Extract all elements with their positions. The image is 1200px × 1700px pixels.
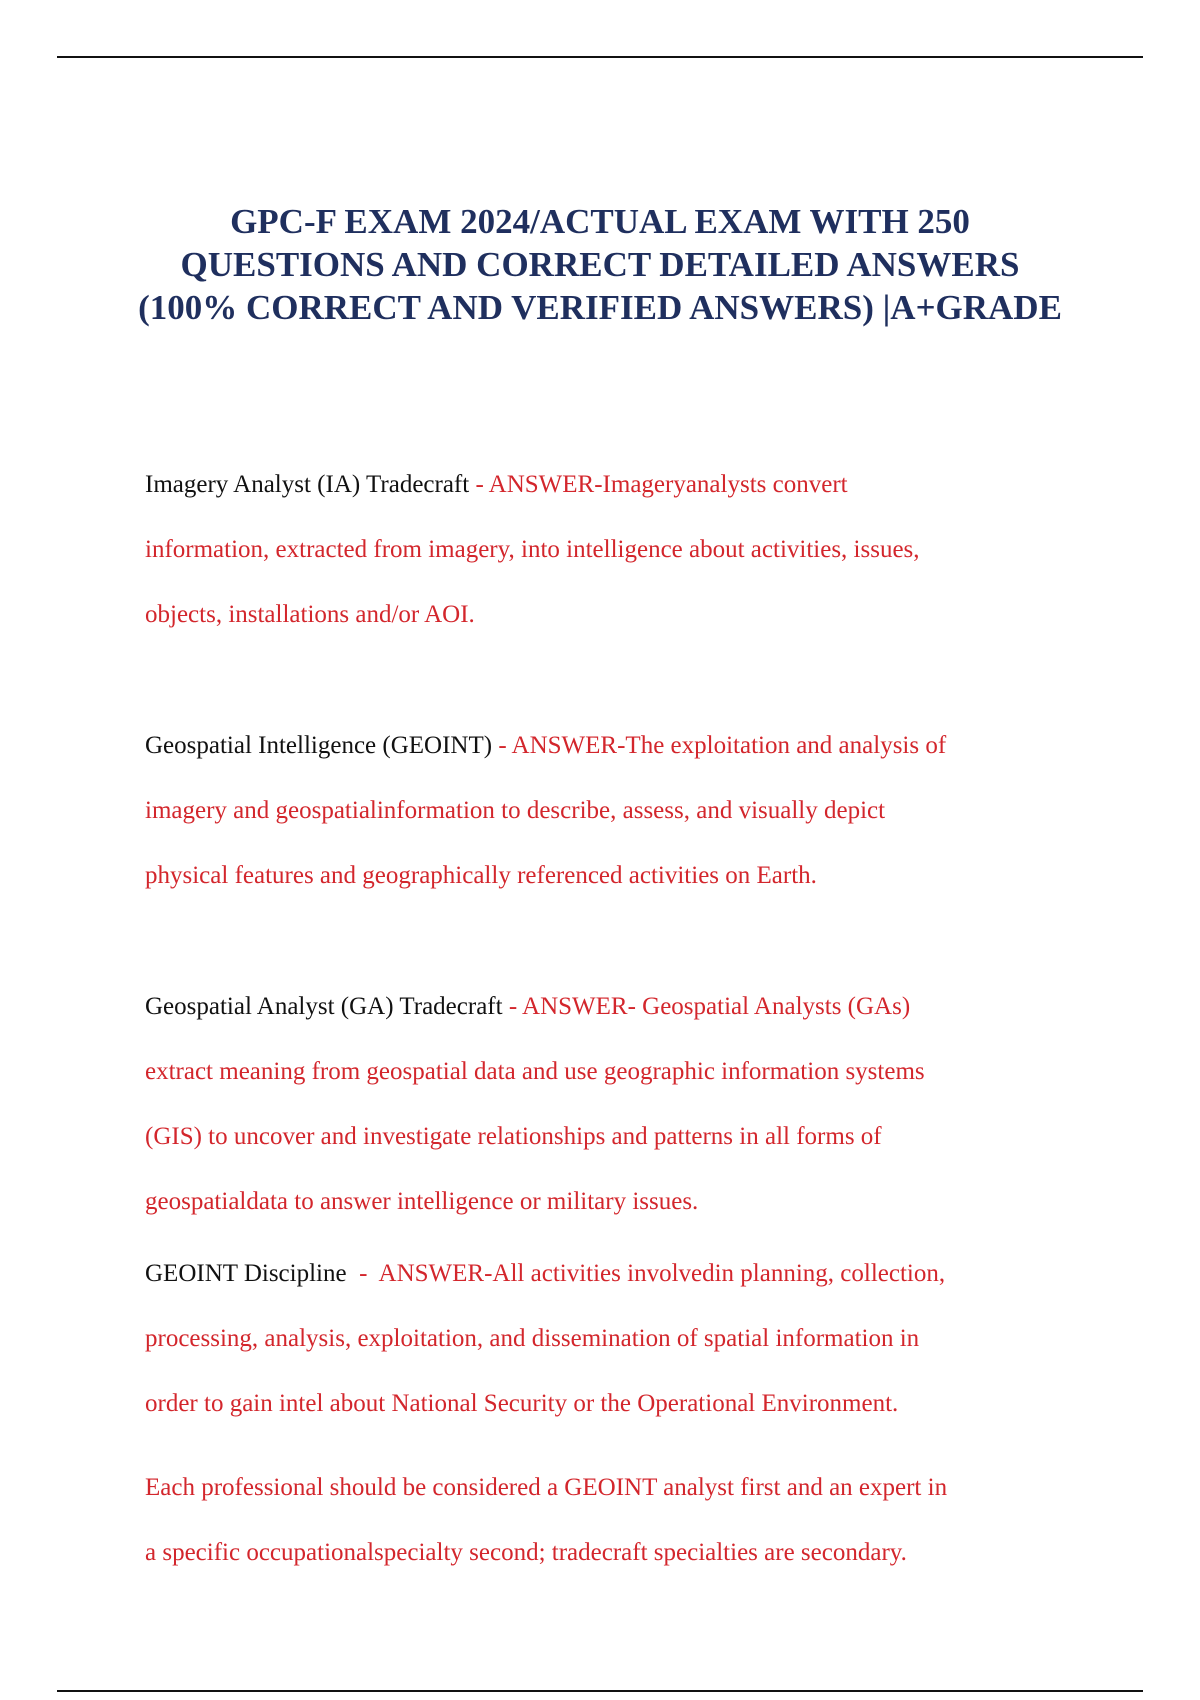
title-line-2: QUESTIONS AND CORRECT DETAILED ANSWERS [180, 245, 1020, 284]
qa-answer-line: ANSWER-All activities involvedin planning, collection, [378, 1260, 946, 1287]
qa-separator: - [469, 471, 489, 498]
qa-entry-geospatial-analyst [145, 974, 1085, 1234]
qa-answer-line: ANSWER-The exploitation and analysis of [511, 732, 947, 759]
note-line: a specific occupationalspecialty second; tradecraft specialties are secondary. [145, 1539, 907, 1566]
qa-answer-line: order to gain intel about National Security or the Operational Environment. [145, 1390, 899, 1417]
qa-answer-line: physical features and geographically referenced activities on Earth. [145, 862, 817, 889]
qa-answer-line: information, extracted from imagery, into intelligence about activities, issues, [145, 536, 920, 563]
qa-first-line [145, 713, 1085, 778]
qa-term: Geospatial Analyst (GA) Tradecraft [145, 993, 503, 1020]
document-title [100, 200, 1100, 329]
qa-term: Geospatial Intelligence (GEOINT) [145, 732, 493, 759]
note-paragraph [145, 1455, 1085, 1585]
title-line-3: (100% CORRECT AND VERIFIED ANSWERS) |A+GRADE [138, 288, 1062, 327]
qa-answer-line: processing, analysis, exploitation, and dissemination of spatial information in [145, 1325, 920, 1352]
qa-entry-geoint [145, 713, 1085, 908]
qa-first-line [145, 1241, 1085, 1306]
qa-first-line [145, 452, 1085, 517]
qa-entry-geoint-discipline [145, 1241, 1085, 1436]
qa-answer-line: ANSWER- Geospatial Analysts (GAs) [522, 993, 911, 1020]
qa-separator: - [502, 993, 523, 1020]
top-rule [57, 56, 1143, 58]
qa-answer-line: ANSWER-Imageryanalysts convert [488, 471, 848, 498]
qa-answer-line: objects, installations and/or AOI. [145, 601, 475, 628]
qa-entry-imagery-analyst [145, 452, 1085, 647]
qa-answer-line: imagery and geospatialinformation to describe, assess, and visually depict [145, 797, 886, 824]
qa-answer-line: geospatialdata to answer intelligence or military issues. [145, 1188, 699, 1215]
qa-term: Imagery Analyst (IA) Tradecraft [145, 471, 470, 498]
qa-first-line [145, 974, 1085, 1039]
qa-separator: - [346, 1260, 379, 1287]
qa-answer-line: (GIS) to uncover and investigate relationships and patterns in all forms of [145, 1123, 882, 1150]
bottom-rule [57, 1690, 1143, 1692]
title-line-1: GPC-F EXAM 2024/ACTUAL EXAM WITH 250 [230, 202, 970, 241]
qa-term: GEOINT Discipline [145, 1260, 347, 1287]
note-line: Each professional should be considered a GEOINT analyst first and an expert in [145, 1474, 948, 1501]
qa-separator: - [492, 732, 512, 759]
qa-answer-line: extract meaning from geospatial data and use geographic information systems [145, 1058, 925, 1085]
